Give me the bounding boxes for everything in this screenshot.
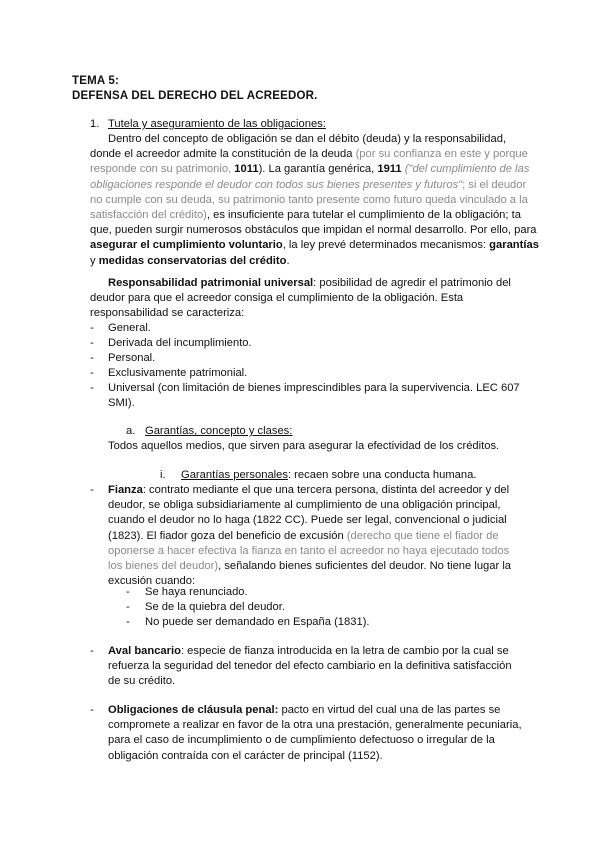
p1-bold-garantias: garantías (489, 239, 539, 252)
list-item: Derivada del incumplimiento. (108, 337, 252, 349)
p1-bold-medidas: medidas conservatorias del crédito (98, 254, 287, 267)
paragraph-responsabilidad (90, 276, 540, 322)
bullet-dash: - (90, 352, 94, 364)
subsection-heading: Garantías, concepto y clases: (145, 425, 293, 437)
bullet-dash: - (90, 367, 94, 379)
p1-quote: ("del cumplimiento de las obligaciones responde el deudor con todos sus bienes presentes y futuros" (90, 163, 530, 191)
garantias-personales-text: : recaen sobre una conducta humana. (287, 469, 477, 481)
p1-article-1011: 1011 (234, 163, 259, 176)
bullet-dash: - (90, 704, 94, 716)
list-item: Universal (con limitación de bienes imprescindibles para la supervivencia. LEC 607 SMI). (108, 382, 520, 410)
bullet-dash: - (126, 616, 130, 628)
document-title: DEFENSA DEL DERECHO DEL ACREEDOR. (72, 90, 318, 102)
fianza-paragraph (108, 483, 526, 589)
bullet-dash: - (90, 322, 94, 334)
list-item: General. (108, 322, 151, 334)
fianza-term: Fianza (108, 484, 143, 496)
fianza-text: : contrato mediante el que una tercera persona, distinta del acreedor y del deudor, se obliga subsidiariamente al cumplimiento de una obligación principal, cuando el deudor no lo haga (1822 CC). Puede ser legal, convencional o judicial (1823). El fiador goza del beneficio de excusión (108, 484, 510, 542)
garantias-personales-heading: Garantías personales (181, 469, 288, 481)
paragraph-obligacion (90, 132, 540, 269)
bullet-dash: - (126, 586, 130, 598)
p1-text-d: , la ley prevé determinados mecanismos: (282, 239, 490, 252)
aval-term: Aval bancario (108, 645, 181, 657)
p1-text-c: , es insuficiente para tutelar el cumplimiento de la obligación; ta que, pueden surgir numerosos obstáculos que impidan el normal desarrollo. Por ello, para (90, 209, 537, 237)
aval-text: : especie de fianza introducida en la letra de cambio por la cual se refuerza la seguridad del tenedor del efecto cambiario en la definitiva satisfacción de su crédito. (108, 645, 512, 688)
roman-number: i. (160, 469, 166, 481)
bullet-dash: - (90, 337, 94, 349)
section-heading: Tutela y aseguramiento de las obligaciones: (108, 118, 326, 130)
p1-text-a: Dentro del concepto de obligación se dan el débito (deuda) y la responsabilidad, donde el acreedor admite la constitución de la deuda (90, 133, 507, 161)
p1-bold-cumplimiento: asegurar el cumplimiento voluntario (90, 239, 283, 252)
responsabilidad-text: : posibilidad de agredir el patrimonio del deudor para que el acreedor consiga el cumplimiento de la obligación. Esta responsabilidad se caracteriza: (90, 277, 511, 320)
p1-text-f: . (286, 254, 290, 267)
garantias-definition: Todos aquellos medios, que sirven para asegurar la efectividad de los créditos. (108, 440, 500, 452)
bullet-dash: - (90, 645, 94, 657)
bullet-dash: - (126, 601, 130, 613)
aval-paragraph (108, 644, 526, 690)
list-item: Personal. (108, 352, 156, 364)
garantias-personales (181, 468, 476, 483)
clausula-term: Obligaciones de cláusula penal: (108, 704, 279, 716)
list-item: Exclusivamente patrimonial. (108, 367, 248, 379)
subsection-letter: a. (126, 425, 136, 437)
responsabilidad-term: Responsabilidad patrimonial universal (108, 277, 314, 289)
tema-label: TEMA 5: (72, 75, 119, 87)
p1-text-e: y (90, 254, 99, 267)
bullet-dash: - (90, 382, 94, 394)
fianza-gray-note: (derecho que tiene el fiador de oponerse a hacer efectiva la fianza en tanto el acreedor no haya ejecutado todos los bienes del deudor) (108, 529, 510, 573)
bullet-dash: - (90, 484, 94, 496)
list-item: Se de la quiebra del deudor. (145, 601, 285, 613)
clausula-text: pacto en virtud del cual una de las partes se compromete a realizar en favor de la otra una prestación, generalmente pecuniaria, para el caso de incumplimiento o de cumplimiento defectuoso o irregular de la obligación contraída con el carácter de principal (1152). (108, 704, 522, 762)
section-number: 1. (90, 118, 100, 130)
list-item: No puede ser demandado en España (1831). (145, 616, 370, 628)
p1-article-1911: 1911 (377, 163, 402, 176)
list-item: Se haya renunciado. (145, 586, 248, 598)
p1-gray-1: (por su confianza en este y porque responde con su patrimonio, (90, 148, 528, 176)
p1-text-b: ). La garantía genérica, (258, 163, 378, 176)
p1-gray-3: ; si el deudor no cumple con su deuda, su patrimonio tanto presente como futuro queda vinculado a la satisfacción del crédito) (90, 178, 528, 222)
clausula-paragraph (108, 703, 526, 764)
fianza-text-2: , señalando bienes suficientes del deudor. No tiene lugar la excusión cuando: (108, 560, 512, 588)
